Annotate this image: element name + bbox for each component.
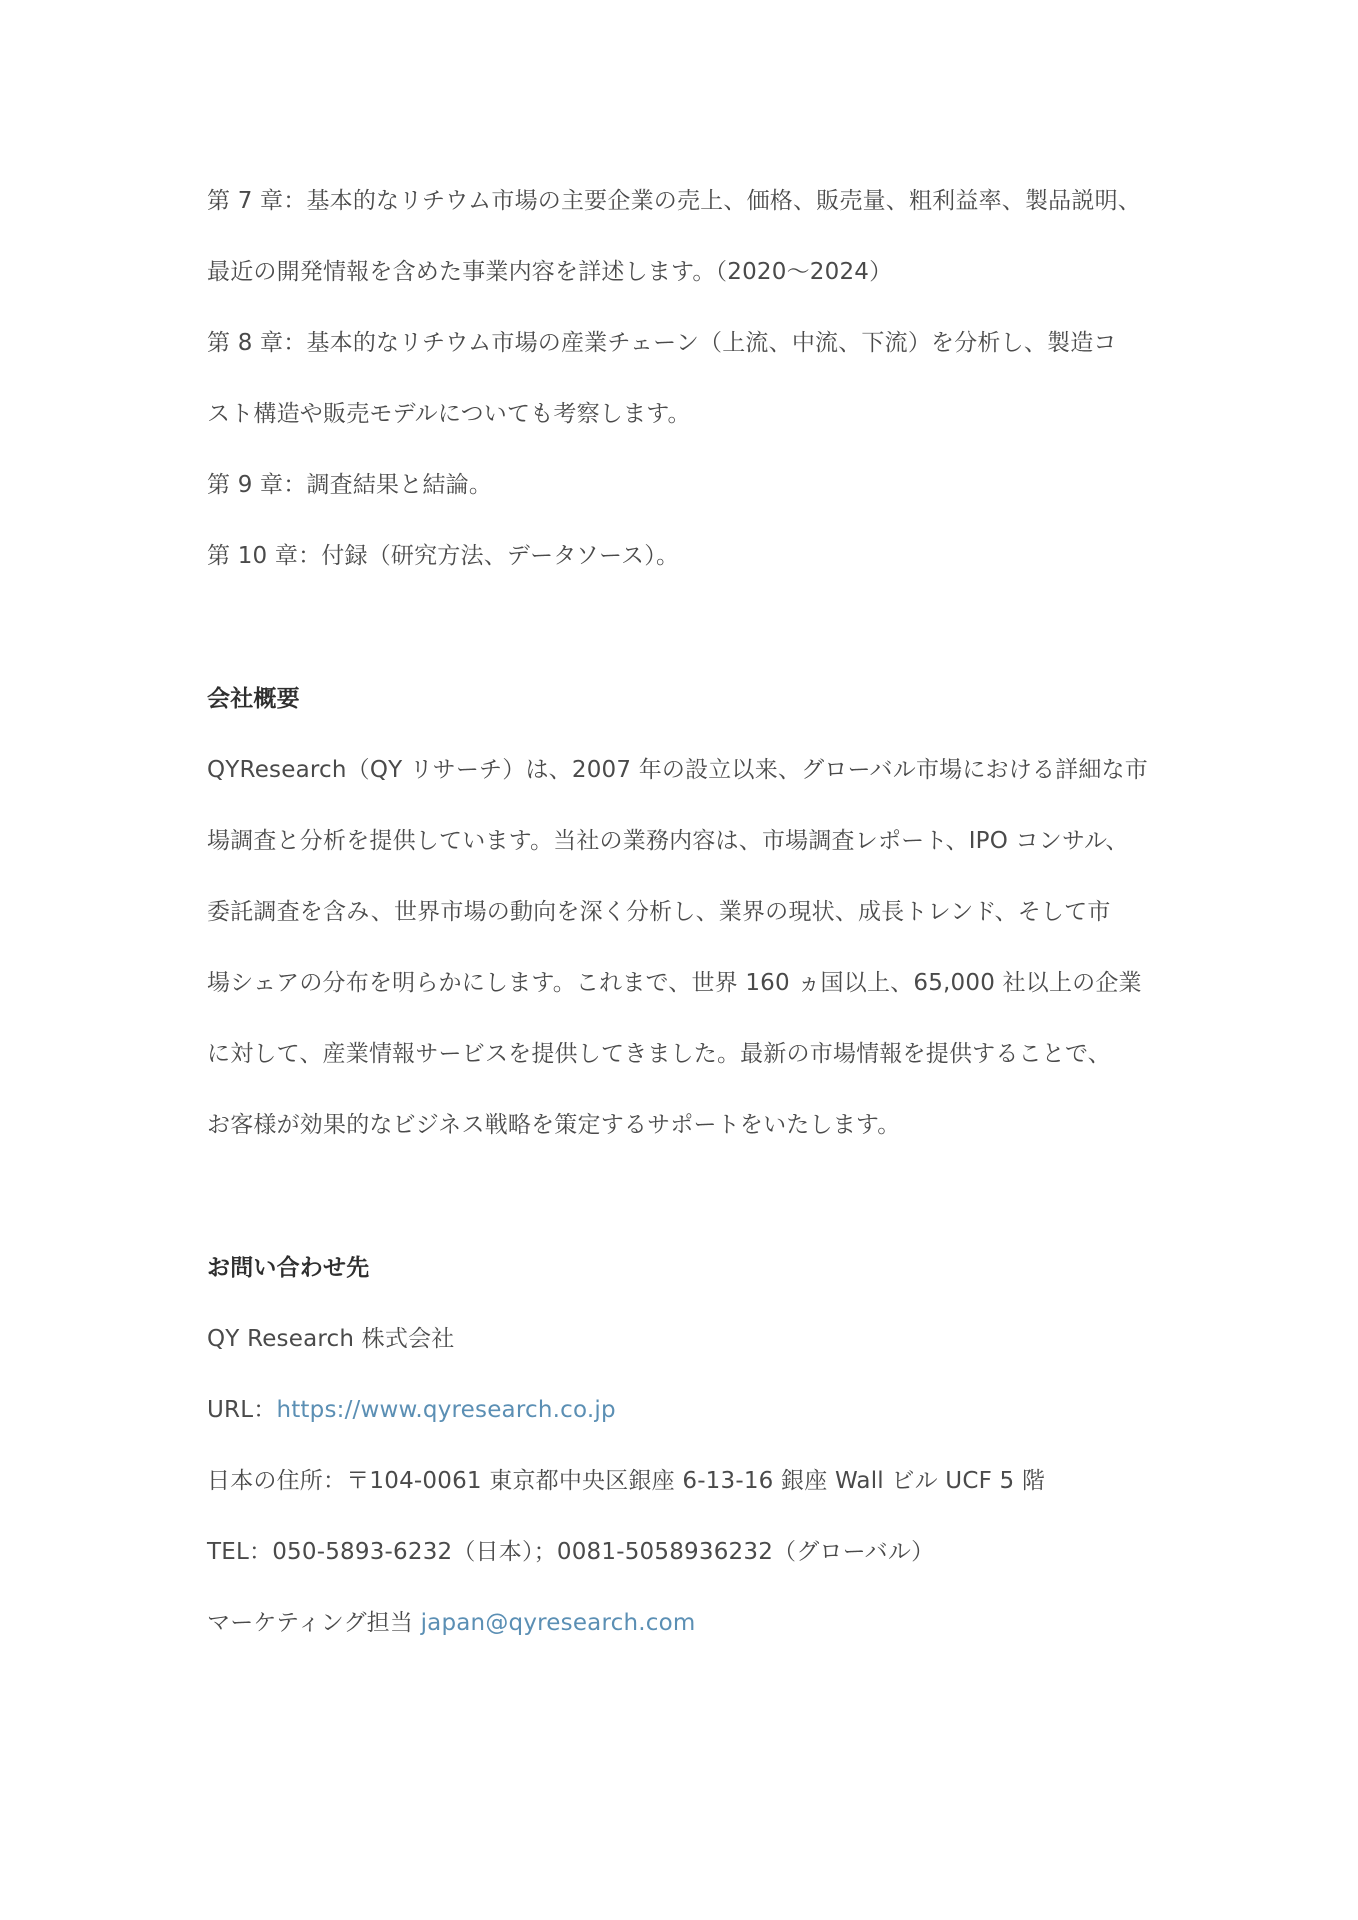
chapter-8-line-1: 第 8 章：基本的なリチウム市場の産業チェーン（上流、中流、下流）を分析し、製造コ [207, 330, 1117, 356]
document-page [207, 0, 1167, 1920]
company-line-1: QYResearch（QY リサーチ）は、2007 年の設立以来、グローバル市場における詳細な市 [207, 757, 1148, 783]
contact-address: 日本の住所：〒104-0061 東京都中央区銀座 6-13-16 銀座 Wall ビル UCF 5 階 [207, 1468, 1046, 1494]
url-label: URL： [207, 1397, 277, 1423]
website-link[interactable]: https://www.qyresearch.co.jp [276, 1397, 616, 1423]
chapter-7-line-2: 最近の開発情報を含めた事業内容を詳述します。（2020～2024） [207, 259, 893, 285]
company-line-5: に対して、産業情報サービスを提供してきました。最新の市場情報を提供することで、 [207, 1041, 1111, 1067]
chapter-10-line: 第 10 章：付録（研究方法、データソース）。 [207, 543, 680, 569]
chapter-9-line: 第 9 章：調査結果と結論。 [207, 472, 493, 498]
contact-url-line [207, 1395, 616, 1425]
company-heading: 会社概要 [207, 686, 300, 712]
contact-marketing-line [207, 1608, 695, 1638]
marketing-label: マーケティング担当 [207, 1610, 421, 1636]
contact-heading: お問い合わせ先 [207, 1255, 370, 1281]
chapter-7-line-1: 第 7 章：基本的なリチウム市場の主要企業の売上、価格、販売量、粗利益率、製品説明、 [207, 188, 1141, 214]
company-line-4: 場シェアの分布を明らかにします。これまで、世界 160 ヵ国以上、65,000 社以上の企業 [207, 970, 1142, 996]
contact-tel: TEL：050-5893-6232（日本）；0081-5058936232（グローバル） [207, 1539, 935, 1565]
chapter-8-line-2: スト構造や販売モデルについても考察します。 [207, 401, 691, 427]
company-line-2: 場調査と分析を提供しています。当社の業務内容は、市場調査レポート、IPO コンサル、 [207, 828, 1129, 854]
company-line-6: お客様が効果的なビジネス戦略を策定するサポートをいたします。 [207, 1112, 901, 1138]
contact-company-name: QY Research 株式会社 [207, 1326, 455, 1352]
email-link[interactable]: japan@qyresearch.com [420, 1610, 696, 1636]
company-line-3: 委託調査を含み、世界市場の動向を深く分析し、業界の現状、成長トレンド、そして市 [207, 899, 1111, 925]
